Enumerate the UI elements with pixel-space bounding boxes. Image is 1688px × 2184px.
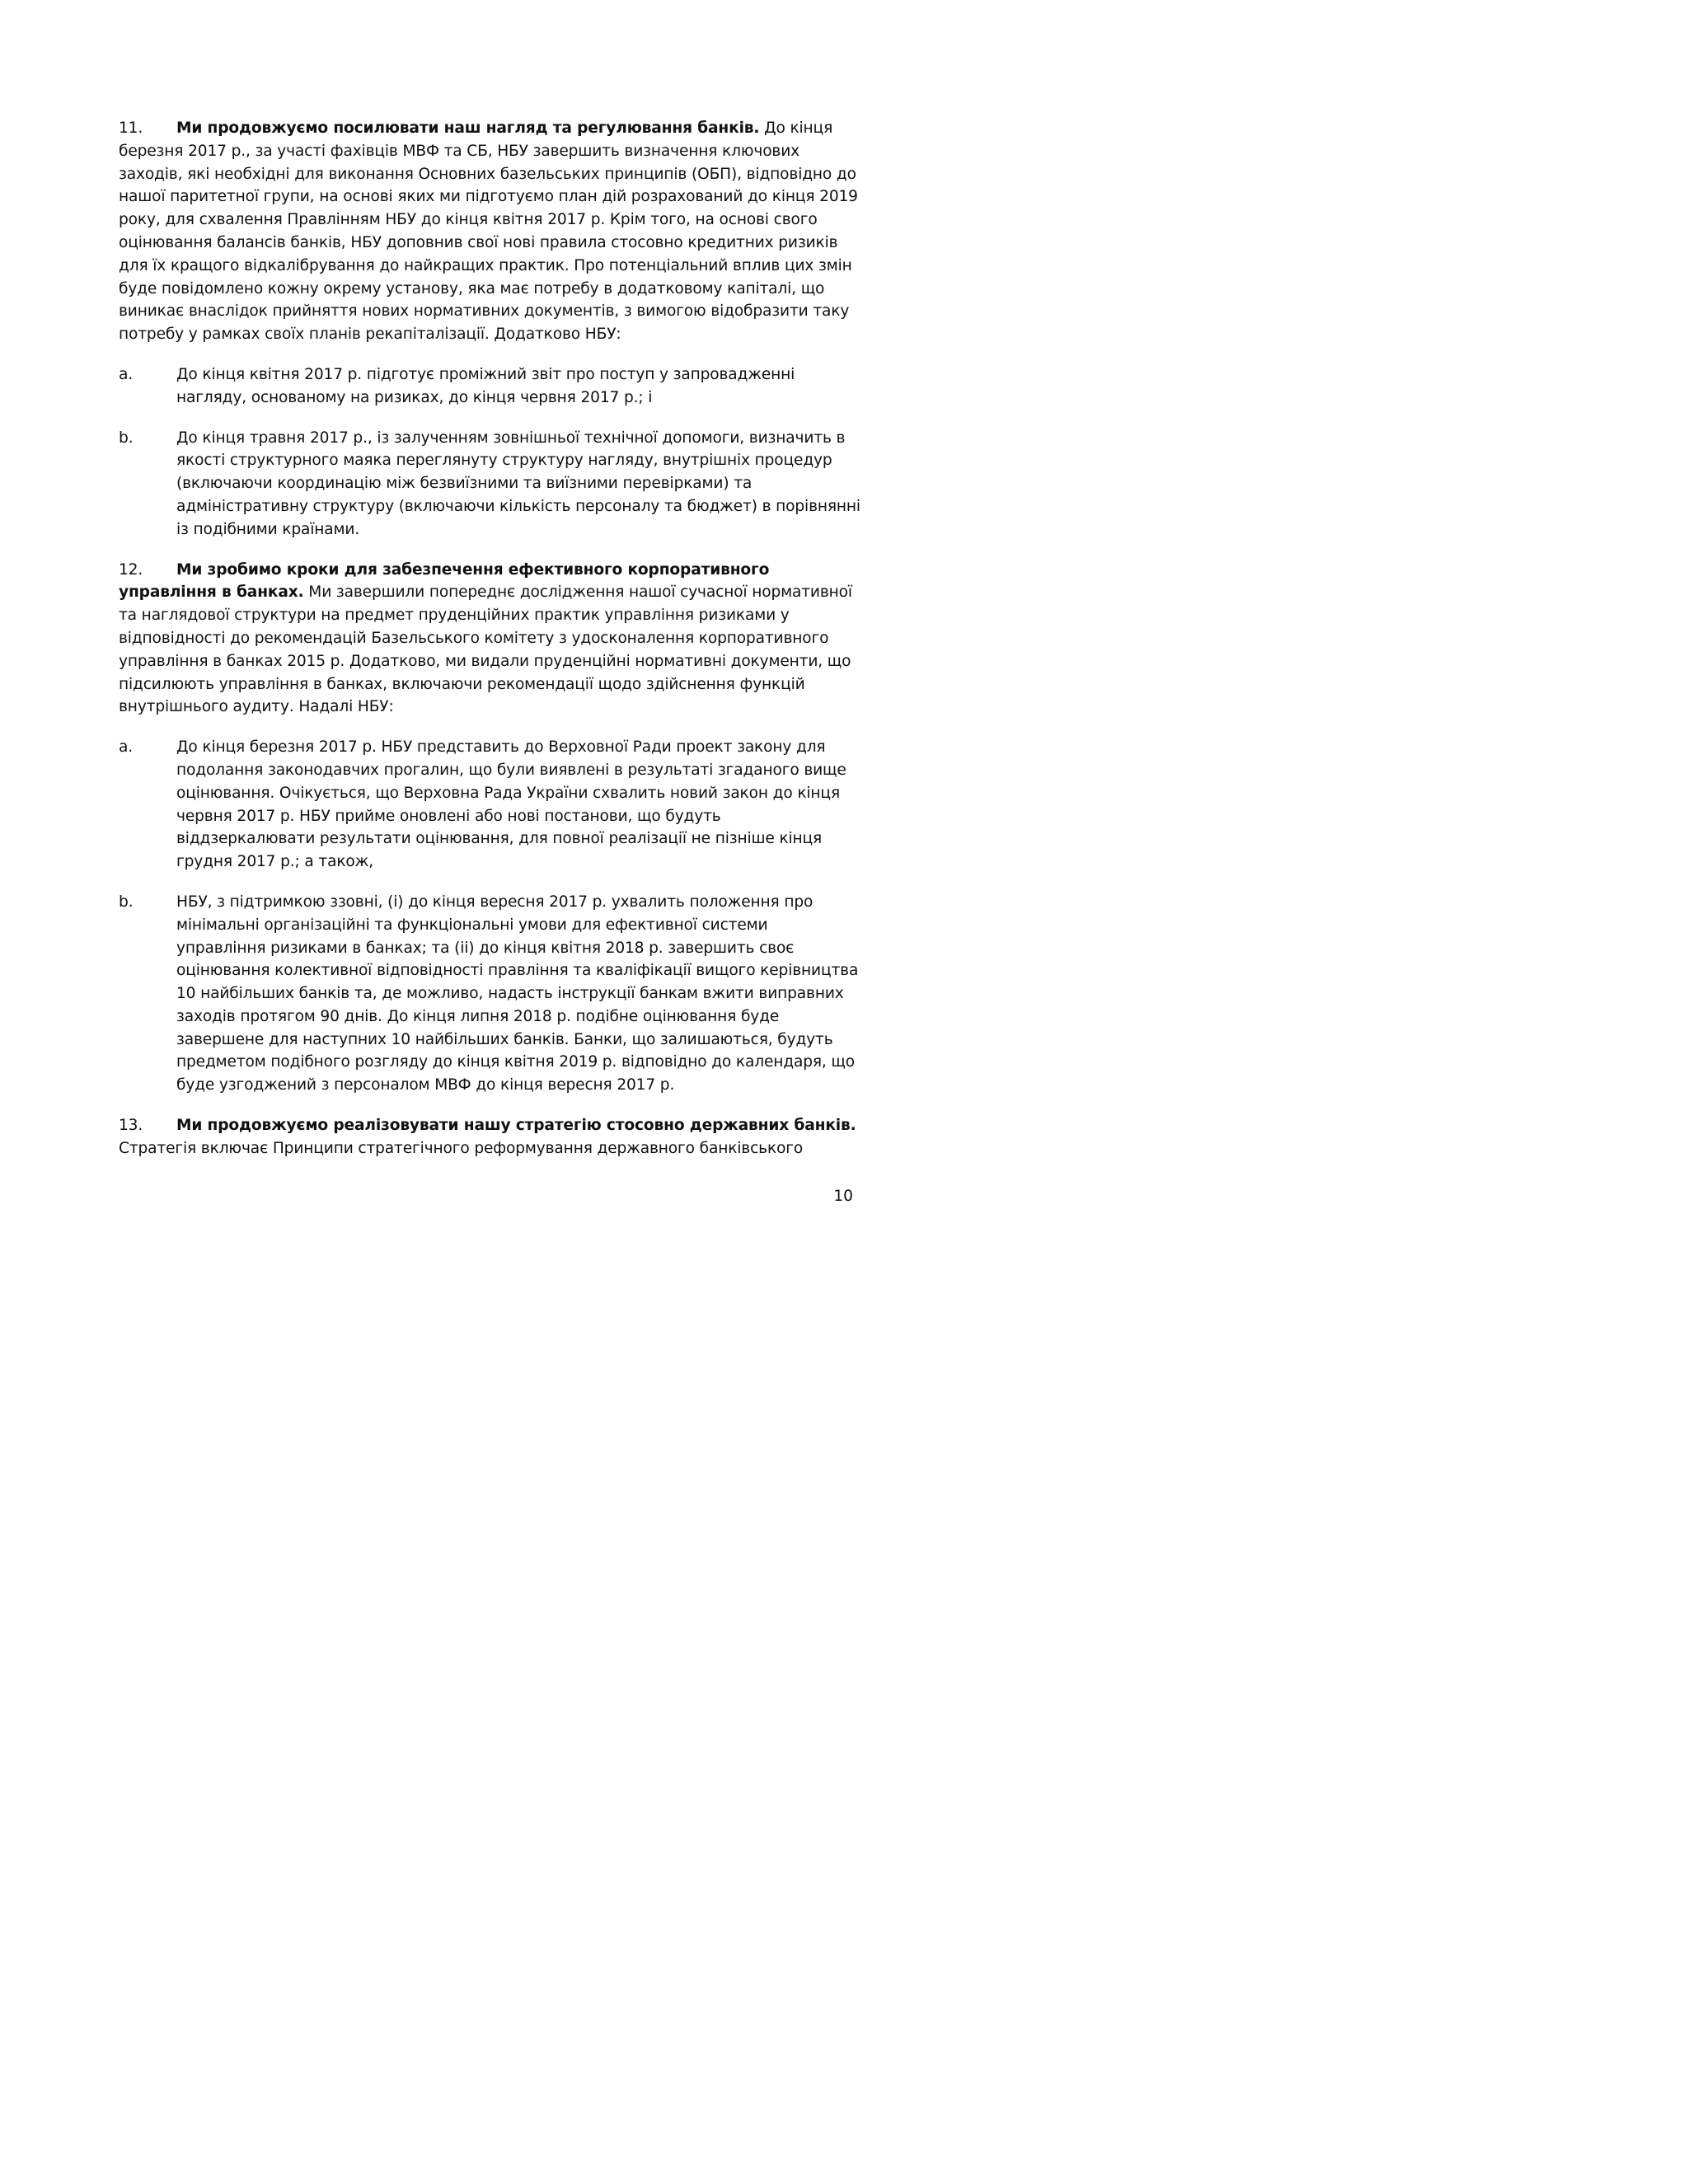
paragraph-number: 13. <box>119 1117 143 1135</box>
paragraph-text: Стратегія включає Принципи стратегічного реформування державного банківського <box>119 1139 804 1157</box>
list-item-letter: b. <box>119 429 134 447</box>
document-body <box>119 117 860 1178</box>
list-item-letter: a. <box>119 738 134 757</box>
paragraph-number: 11. <box>119 120 143 137</box>
paragraph-heading: Ми продовжуємо посилювати наш нагляд та регулювання банків. <box>176 120 760 137</box>
list-item-text: До кінця травня 2017 р., із залученням зовнішньої технічної допомоги, визначить в якості структурного маяка переглянуту структуру нагляду, внутрішніх процедур (включаючи координацію між безвиїзними та виїзними перевірками) та адміністративну структуру (включаючи кількість персоналу та бюджет) в порівнянні із подібними країнами. <box>176 429 860 538</box>
list-item-text: НБУ, з підтримкою ззовні, (i) до кінця вересня 2017 р. ухвалить положення про мінімальні організаційні та функціональні умови для ефективної системи управління ризиками в банках; та (ii) до кінця квітня 2018 р. завершить своє оцінювання колективної відповідності правління та кваліфікації вищого керівництва 10 найбільших банків та, де можливо, надасть інструкції банкам вжити виправних заходів протягом 90 днів. До кінця липня 2018 р. подібне оцінювання буде завершене для наступних 10 найбільших банків. Банки, що залишаються, будуть предметом подібного розгляду до кінця квітня 2019 р. відповідно до календаря, що буде узгоджений з персоналом МВФ до кінця вересня 2017 р. <box>176 893 859 1094</box>
paragraph-heading: Ми зробимо кроки для забезпечення ефективного корпоративного управління в банках. <box>119 560 770 602</box>
paragraph-13 <box>119 1114 860 1160</box>
list-item-letter: b. <box>119 893 134 911</box>
paragraph-heading: Ми продовжуємо реалізовувати нашу стратегію стосовно державних банків. <box>176 1117 856 1135</box>
list-item-12a <box>119 736 860 874</box>
paragraph-text: До кінця березня 2017 р., за участі фахівців МВФ та СБ, НБУ завершить визначення ключових заходів, які необхідні для виконання Основних базельських принципів (ОБП), відповідно до нашої паритетної групи, на основі яких ми підготуємо план дій розрахований до кінця 2019 року, для схвалення Правлінням НБУ до кінця квітня 2017 р. Крім того, на основі свого оцінювання балансів банків, НБУ доповнив свої нові правила стосовно кредитних ризиків для їх кращого відкалібрування до найкращих практик. Про потенціальний вплив цих змін буде повідомлено кожну окрему установу, яка має потребу в додатковому капіталі, що виникає внаслідок прийняття нових нормативних документів, з вимогою відобразити таку потребу у рамках своїх планів рекапіталізації. Додатково НБУ: <box>119 120 858 344</box>
paragraph-number: 12. <box>119 560 143 579</box>
paragraph-text: Ми завершили попереднє дослідження нашої сучасної нормативної та наглядової структури на предмет пруденційних практик управління ризиками у відповідності до рекомендацій Базельського комітету з удосконалення корпоративного управління в банках 2015 р. Додатково, ми видали пруденційні нормативні документи, що підсилюють управління в банках, включаючи рекомендації щодо здійснення функцій внутрішнього аудиту. Надалі НБУ: <box>119 583 852 716</box>
paragraph-12 <box>119 559 860 719</box>
list-item-12b <box>119 891 860 1097</box>
paragraph-11 <box>119 117 860 346</box>
list-item-text: До кінця березня 2017 р. НБУ представить до Верховної Ради проект закону для подолання законодавчих прогалин, що були виявлені в результаті згаданого вище оцінювання. Очікується, що Верховна Рада України схвалить новий закон до кінця червня 2017 р. НБУ прийме оновлені або нові постанови, що будуть віддзеркалювати результати оцінювання, для повної реалізації не пізніше кінця грудня 2017 р.; а також, <box>176 738 846 871</box>
list-item-11b <box>119 427 860 541</box>
document-page <box>0 0 1009 1305</box>
list-item-text: До кінця квітня 2017 р. підготує проміжний звіт про поступ у запровадженні нагляду, основаному на ризиках, до кінця червня 2017 р.; і <box>176 365 795 406</box>
list-item-letter: a. <box>119 365 134 383</box>
page-number: 10 <box>833 1188 853 1205</box>
list-item-11a <box>119 363 860 410</box>
